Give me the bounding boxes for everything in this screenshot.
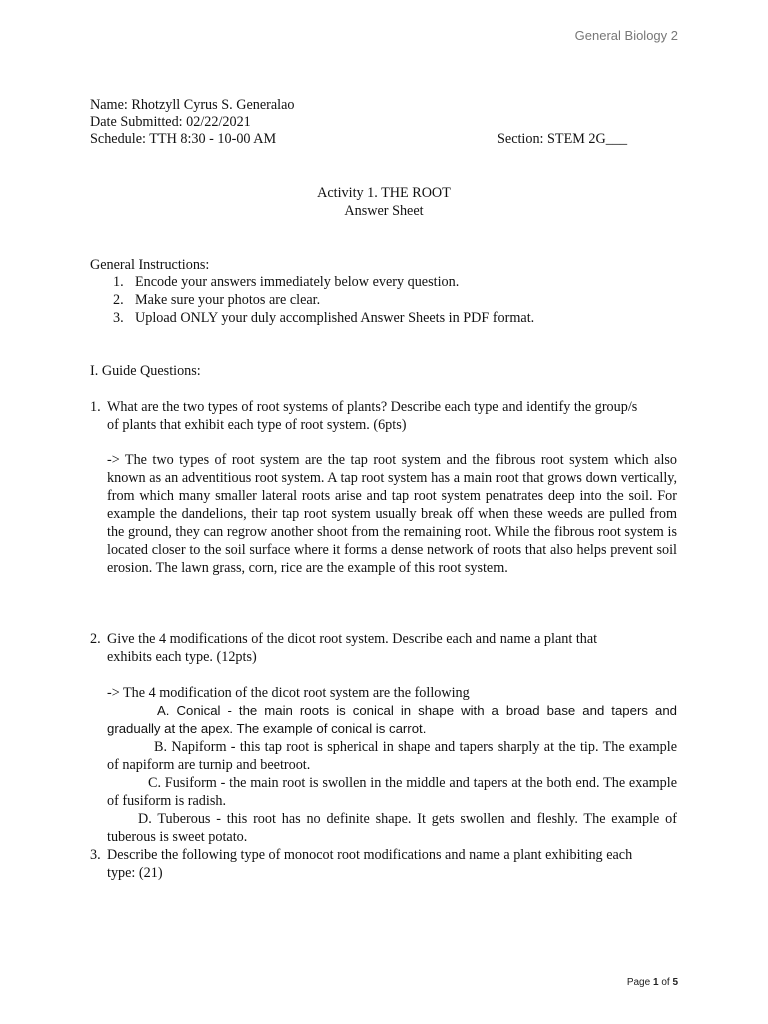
student-name: Name: Rhotzyll Cyrus S. Generalao bbox=[90, 97, 295, 113]
question-2-answer-intro: -> The 4 modification of the dicot root system are the following bbox=[107, 685, 470, 701]
activity-title: Activity 1. THE ROOT bbox=[317, 185, 451, 201]
answer-sheet-subtitle: Answer Sheet bbox=[344, 203, 424, 219]
instruction-text: Upload ONLY your duly accomplished Answer Sheets in PDF format. bbox=[135, 310, 535, 326]
instruction-text: Make sure your photos are clear. bbox=[135, 292, 321, 308]
date-submitted: Date Submitted: 02/22/2021 bbox=[90, 114, 251, 130]
page-header-course: General Biology 2 bbox=[574, 28, 678, 43]
question-2-number: 2. bbox=[90, 631, 101, 647]
instruction-number: 1. bbox=[113, 274, 124, 290]
instruction-number: 3. bbox=[113, 310, 124, 326]
question-2-line-1: Give the 4 modifications of the dicot root system. Describe each and name a plant that bbox=[107, 631, 598, 647]
instructions-heading: General Instructions: bbox=[90, 257, 210, 273]
page-number bbox=[627, 977, 678, 988]
question-3-line-2: type: (21) bbox=[107, 865, 163, 881]
question-1-line-2: of plants that exhibit each type of root system. (6pts) bbox=[107, 417, 407, 433]
guide-questions-heading: I. Guide Questions: bbox=[90, 363, 201, 379]
instruction-item bbox=[113, 309, 534, 327]
modification-tuberous: D. Tuberous - this root has no definite shape. It gets swollen and fleshly. The example of tuberous is sweet potato. bbox=[107, 811, 677, 845]
question-1-answer: -> The two types of root system are the tap root system and the fibrous root system which also known as an adventitious root system. A tap root system has a main root that grows down vertically, from which many smaller lateral roots arise and tap root system penatrates deep into the soil. For example the dandelions, their tap root system usually break off when these weeds are pulled from the ground, they can regrow another shoot from the remaining root. While the fibrous root system is located closer to the soil surface where it forms a dense network of roots that also helps prevent soil erosion. The lawn grass, corn, rice are the example of this root system. bbox=[107, 452, 677, 576]
instruction-text: Encode your answers immediately below every question. bbox=[135, 274, 460, 290]
instruction-number: 2. bbox=[113, 292, 124, 308]
question-3-line-1: Describe the following type of monocot root modifications and name a plant exhibiting each bbox=[107, 847, 633, 863]
schedule: Schedule: TTH 8:30 - 10-00 AM bbox=[90, 131, 277, 147]
modification-napiform: B. Napiform - this tap root is spherical in shape and tapers sharply at the tip. The example of napiform are turnip and beetroot. bbox=[107, 739, 677, 773]
of-word: of bbox=[661, 977, 670, 988]
page-word: Page bbox=[626, 977, 651, 988]
current-page: 1 bbox=[652, 977, 659, 988]
section: Section: STEM 2G___ bbox=[497, 131, 628, 147]
question-2-line-2: exhibits each type. (12pts) bbox=[107, 649, 257, 665]
total-pages: 5 bbox=[672, 977, 678, 988]
question-1-line-1: What are the two types of root systems of plants? Describe each type and identify the group/s bbox=[107, 399, 638, 415]
question-1-number: 1. bbox=[90, 399, 101, 415]
instruction-item bbox=[113, 291, 320, 309]
modification-conical: A. Conical - the main roots is conical in shape with a broad base and tapers and gradually at the apex. The example of conical is carrot. bbox=[107, 703, 677, 736]
instruction-item bbox=[113, 273, 459, 291]
question-3-number: 3. bbox=[90, 847, 101, 863]
modification-fusiform: C. Fusiform - the main root is swollen in the middle and tapers at the both end. The example of fusiform is radish. bbox=[107, 775, 677, 809]
